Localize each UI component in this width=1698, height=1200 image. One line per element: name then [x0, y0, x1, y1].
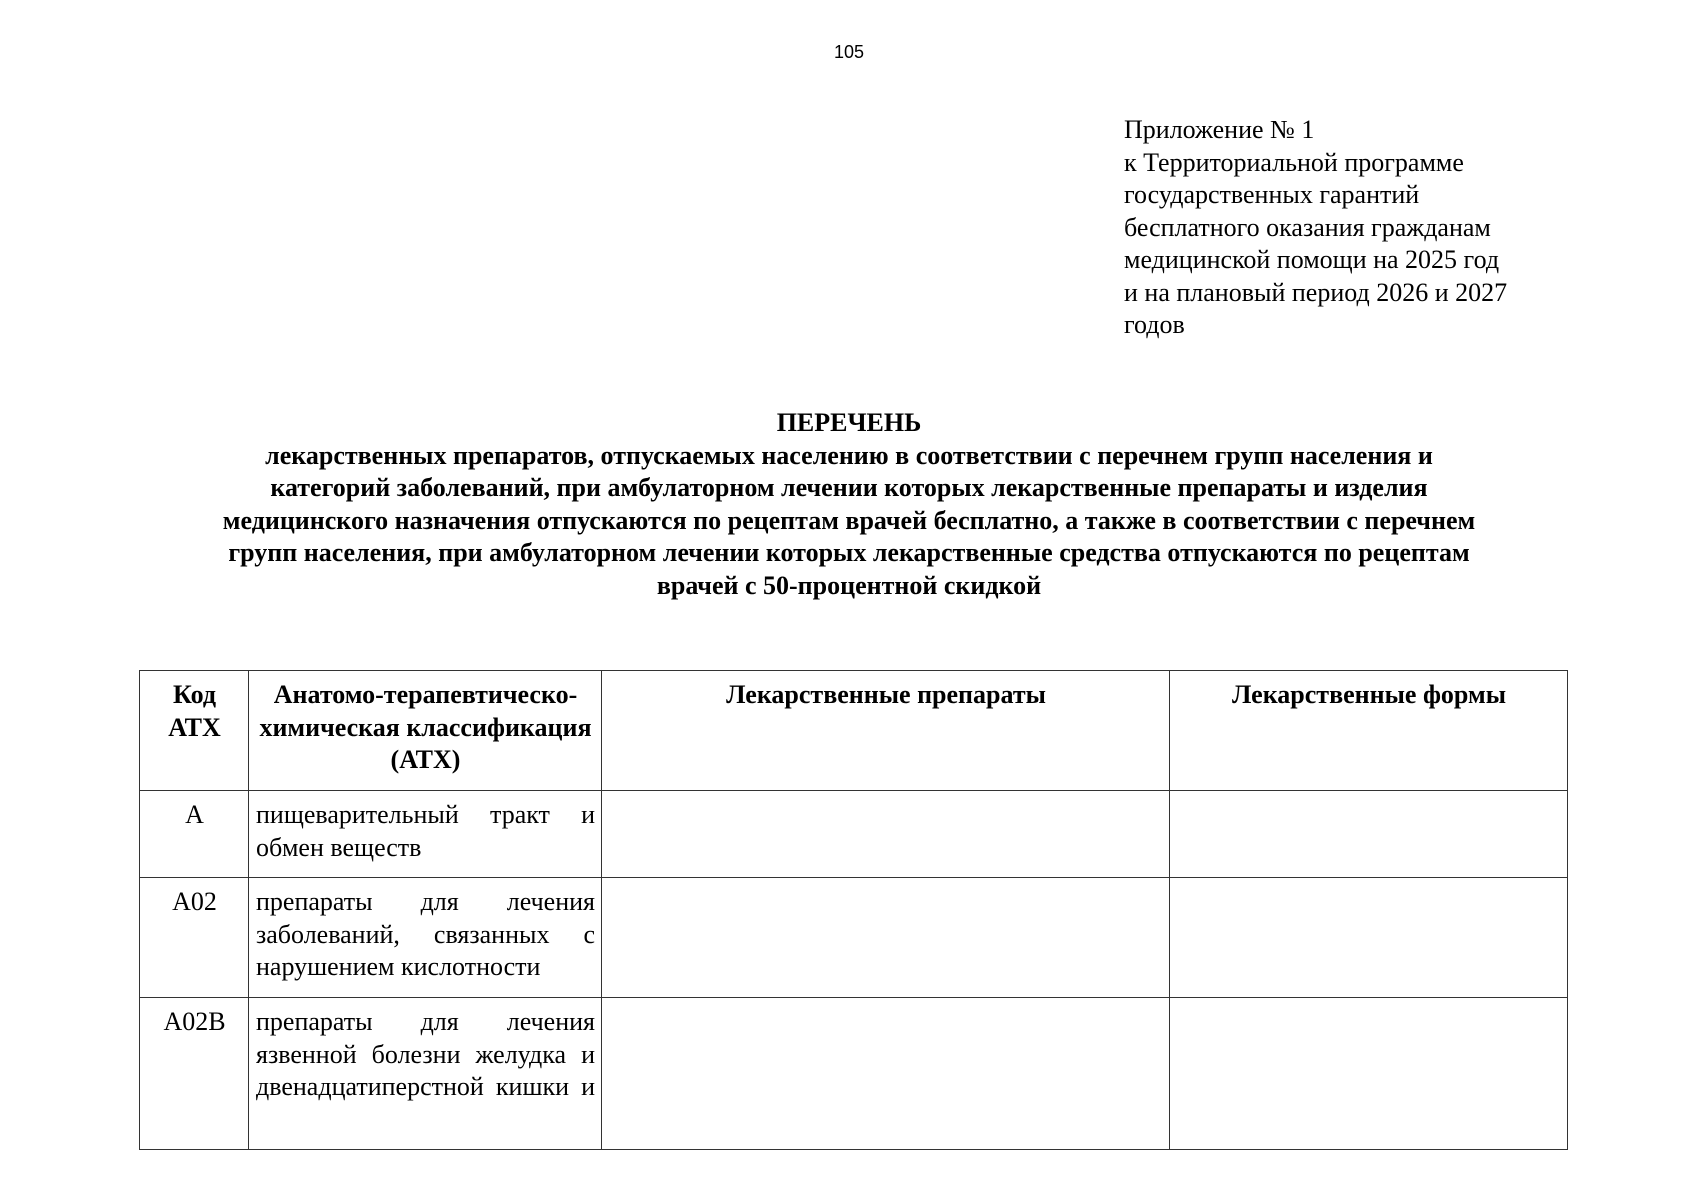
- page-number: 105: [833, 42, 865, 62]
- cell-drugs: [602, 878, 1170, 998]
- table-row: [140, 998, 1568, 1150]
- cell-classification: пищеварительный тракт и обмен веществ: [249, 791, 602, 878]
- appendix-line: медицинской помощи на 2025 год: [1124, 245, 1500, 274]
- cell-forms: [1170, 878, 1568, 998]
- table-header-row: [140, 671, 1568, 791]
- cell-code: A02B: [140, 998, 249, 1150]
- heading-line: групп населения, при амбулаторном лечении которых лекарственные средства отпускаются по рецептам: [228, 538, 1470, 567]
- table-row: [140, 791, 1568, 878]
- heading-line: медицинского назначения отпускаются по рецептам врачей бесплатно, а также в соответствии с перечнем: [222, 505, 1476, 535]
- cell-code: A: [140, 791, 249, 878]
- appendix-line: государственных гарантий: [1124, 180, 1420, 209]
- cell-forms: [1170, 998, 1568, 1150]
- appendix-line: и на плановый период 2026 и 2027: [1124, 277, 1508, 307]
- heading-line: лекарственных препаратов, отпускаемых населению в соответствии с перечнем групп населения и: [265, 440, 1433, 470]
- appendix-line: годов: [1124, 310, 1185, 339]
- appendix-line: к Территориальной программе: [1124, 147, 1464, 177]
- heading-title: ПЕРЕЧЕНЬ: [776, 408, 922, 437]
- cell-drugs: [602, 998, 1170, 1150]
- heading-line: врачей с 50-процентной скидкой: [656, 570, 1042, 600]
- header-code: Код АТХ: [140, 671, 249, 791]
- table-row: [140, 878, 1568, 998]
- appendix-block: [1124, 114, 1664, 342]
- cell-classification: препараты для лечения язвенной болезни желудка и двенадцатиперстной кишки и: [249, 998, 602, 1150]
- cell-classification: препараты для лечения заболеваний, связанных с нарушением кислотности: [249, 878, 602, 998]
- document-heading: [0, 407, 1698, 602]
- header-forms: Лекарственные формы: [1170, 671, 1568, 791]
- appendix-line: Приложение № 1: [1124, 115, 1315, 144]
- header-drugs: Лекарственные препараты: [602, 671, 1170, 791]
- cell-code: A02: [140, 878, 249, 998]
- atx-drug-table: [139, 670, 1568, 1150]
- appendix-line: бесплатного оказания гражданам: [1124, 212, 1491, 242]
- cell-drugs: [602, 791, 1170, 878]
- heading-line: категорий заболеваний, при амбулаторном лечении которых лекарственные препараты и изделия: [270, 473, 1428, 502]
- header-classification: Анатомо-терапевтическо-химическая классификация (АТХ): [249, 671, 602, 791]
- cell-forms: [1170, 791, 1568, 878]
